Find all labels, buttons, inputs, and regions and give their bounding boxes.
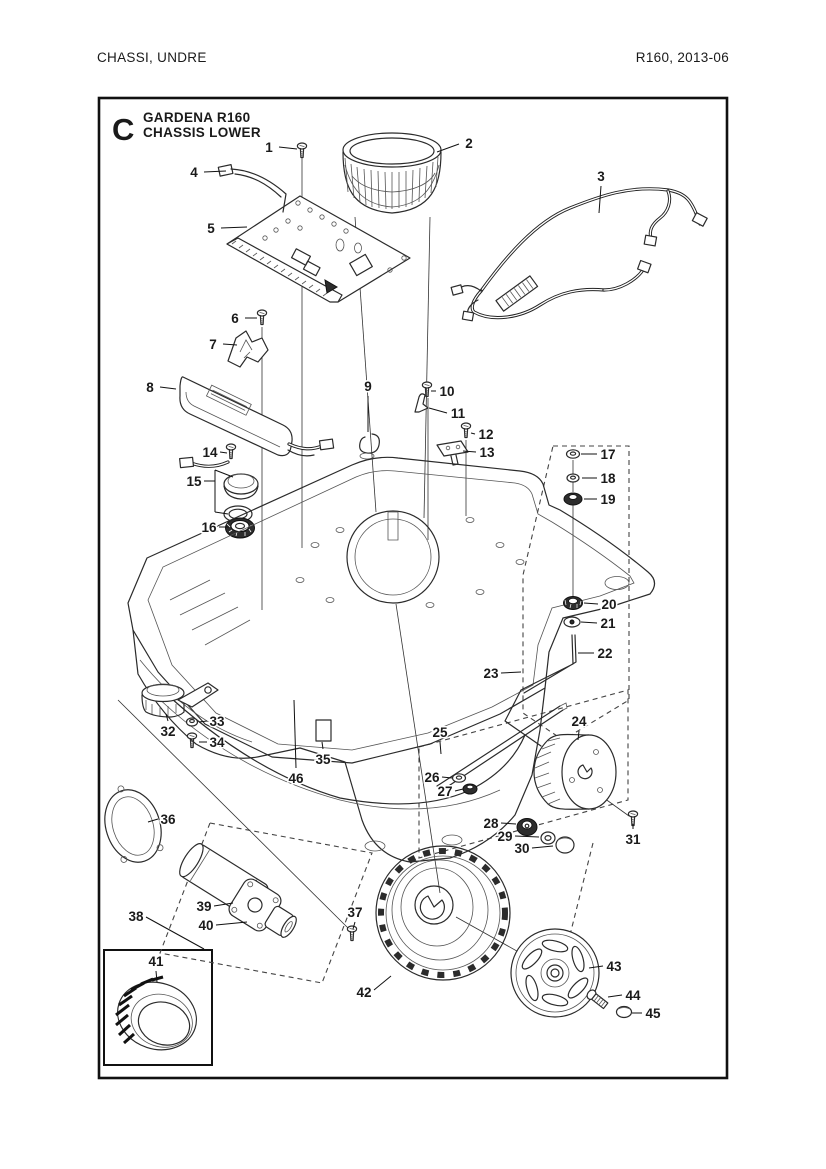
callout-23: 23 <box>483 666 499 681</box>
part-43-hubcap <box>511 929 599 1017</box>
callout-leader-5 <box>221 227 247 228</box>
part-36-gasket <box>94 778 170 870</box>
part-30-cap <box>556 837 574 853</box>
part-17-washer <box>567 450 580 458</box>
page-header-left: CHASSI, UNDRE <box>97 50 207 65</box>
callout-leader-46 <box>294 700 296 768</box>
part-19-nut <box>564 493 582 505</box>
part-13-plate <box>437 441 468 465</box>
callout-44: 44 <box>625 988 641 1003</box>
callout-21: 21 <box>600 616 616 631</box>
callout-36: 36 <box>160 812 176 827</box>
part-3-wiring-harness <box>451 189 707 321</box>
callout-11: 11 <box>450 406 466 421</box>
dashed-group-extension <box>570 843 593 935</box>
callout-leader-3 <box>599 186 601 213</box>
part-29-washer <box>541 832 555 844</box>
callout-leader-29 <box>515 836 539 837</box>
callout-29: 29 <box>497 829 513 844</box>
diagram-title-line2: CHASSIS LOWER <box>143 125 261 140</box>
part-9-hook <box>360 434 380 459</box>
callout-leader-1 <box>279 147 297 149</box>
callout-15: 15 <box>186 474 202 489</box>
callout-leader-30 <box>532 846 553 848</box>
diagram-title-line1: GARDENA R160 <box>143 110 251 125</box>
callout-5: 5 <box>207 221 215 236</box>
callout-24: 24 <box>571 714 587 729</box>
callout-leader-44 <box>608 995 622 997</box>
page-header-right: R160, 2013-06 <box>635 50 729 65</box>
callout-1: 1 <box>265 140 273 155</box>
callout-leader-28 <box>501 823 516 824</box>
callout-25: 25 <box>432 725 448 740</box>
callout-17: 17 <box>600 447 616 462</box>
part-18-washer <box>567 474 579 482</box>
callout-leader-8 <box>160 387 176 389</box>
part-2-cutting-drum <box>343 133 441 213</box>
callout-8: 8 <box>146 380 154 395</box>
callout-leader-42 <box>374 976 391 990</box>
part-24-front-wheel <box>534 734 616 809</box>
part-31-screw <box>628 811 637 826</box>
part-33-nut <box>187 718 198 726</box>
callout-leader-38 <box>146 917 204 949</box>
part-6-screw <box>257 310 266 325</box>
callout-19: 19 <box>600 492 616 507</box>
callout-28: 28 <box>483 816 499 831</box>
callout-31: 31 <box>625 832 641 847</box>
callout-26: 26 <box>424 770 440 785</box>
callout-leader-15 <box>215 470 233 477</box>
callout-20: 20 <box>601 597 617 612</box>
callout-46: 46 <box>288 771 304 786</box>
part-12-screw <box>461 423 470 438</box>
callout-39: 39 <box>196 899 212 914</box>
callout-10: 10 <box>439 384 455 399</box>
section-letter: C <box>112 112 135 147</box>
callout-41: 41 <box>148 954 164 969</box>
callout-leader-20 <box>584 603 598 604</box>
part-44-screw <box>585 988 608 1009</box>
callout-7: 7 <box>209 337 217 352</box>
part-26-washer <box>453 774 466 782</box>
callout-leader-23 <box>501 672 521 673</box>
callout-leader-40 <box>216 922 247 925</box>
callout-leader-25 <box>440 742 441 754</box>
callout-22: 22 <box>597 646 613 661</box>
part-28-bearing <box>517 819 537 836</box>
part-37-screw <box>347 926 356 941</box>
callout-16: 16 <box>201 520 217 535</box>
callout-9: 9 <box>364 379 372 394</box>
callout-3: 3 <box>597 169 605 184</box>
part-32-cap-bracket <box>142 683 218 717</box>
part-20-bushing <box>564 597 583 610</box>
callout-leader-27 <box>455 789 463 791</box>
callout-leader-11 <box>429 408 447 413</box>
callout-27: 27 <box>437 784 453 799</box>
callout-6: 6 <box>231 311 239 326</box>
callout-12: 12 <box>478 427 494 442</box>
callout-45: 45 <box>645 1006 661 1021</box>
callout-37: 37 <box>347 905 363 920</box>
callout-40: 40 <box>198 918 214 933</box>
part-41-tire <box>109 972 205 1059</box>
callout-32: 32 <box>160 724 176 739</box>
callout-4: 4 <box>190 165 198 180</box>
part-4-bracket <box>218 165 286 212</box>
callout-30: 30 <box>514 841 530 856</box>
part-42-drive-wheel <box>376 846 510 980</box>
callout-35: 35 <box>315 752 331 767</box>
callout-leader-33 <box>199 721 207 722</box>
callout-leader-14 <box>220 452 227 453</box>
callout-42: 42 <box>356 985 372 1000</box>
dashed-group-knife-holder <box>523 446 629 740</box>
callout-2: 2 <box>465 136 473 151</box>
callout-14: 14 <box>202 445 218 460</box>
callout-18: 18 <box>600 471 616 486</box>
callout-43: 43 <box>606 959 622 974</box>
callout-33: 33 <box>209 714 225 729</box>
part-1-screw <box>297 143 306 158</box>
part-35-block <box>316 720 331 741</box>
callout-38: 38 <box>128 909 144 924</box>
callout-13: 13 <box>479 445 495 460</box>
part-45-cap <box>617 1007 632 1018</box>
callout-34: 34 <box>209 735 225 750</box>
callout-leader-21 <box>581 622 597 623</box>
part-27-bushing <box>463 784 477 794</box>
part-21-washer <box>564 617 580 627</box>
callout-leader-36 <box>148 819 158 822</box>
callout-leader-12 <box>471 433 475 434</box>
